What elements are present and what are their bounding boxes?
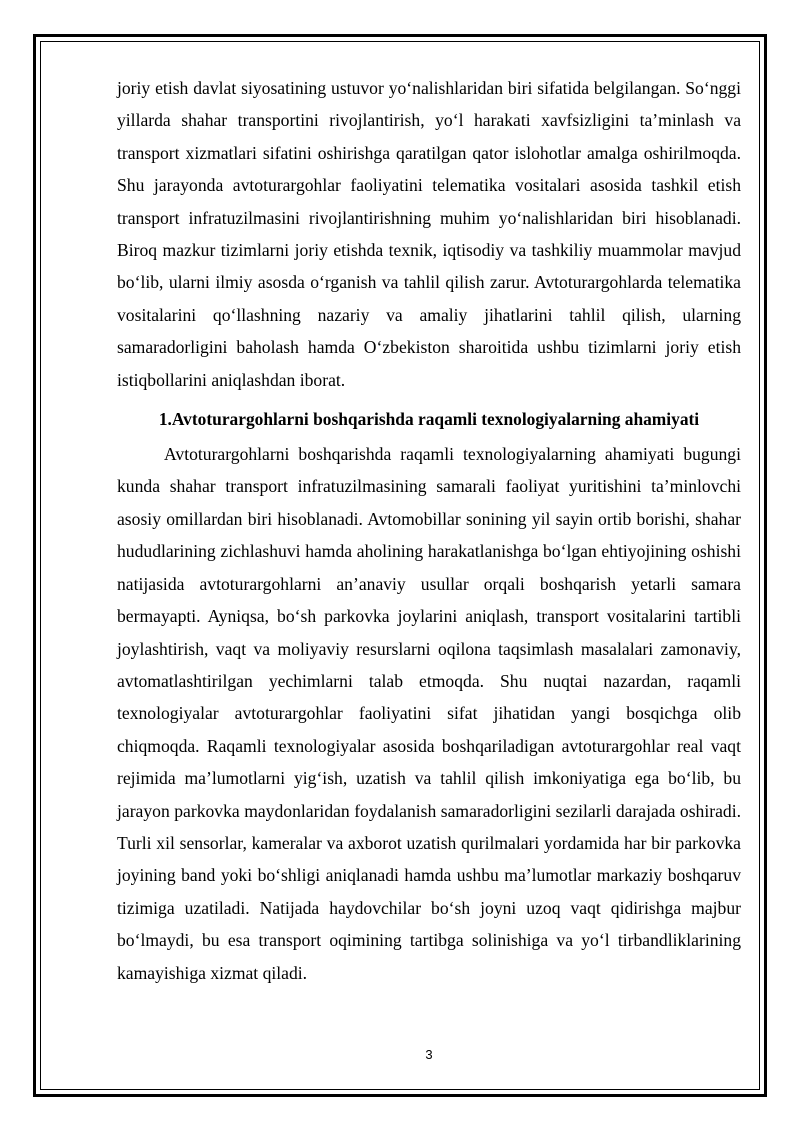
page-number: 3 [425, 1047, 433, 1062]
section-paragraph: Avtoturargohlarni boshqarishda raqamli texnologiyalarning ahamiyati bugungi kunda shahar transport infratuzilmasining samarali faoliyat yuritishini ta’minlovchi asosiy omillardan biri hisoblanadi. Avtomobillar sonining yil sayin ortib borishi, shahar hududlarining zichlashuvi hamda aholining harakatlanishga bo‘lgan ehtiyojining oshishi natijasida avtoturargohlarni an’anaviy usullar orqali boshqarish yetarli samara bermayapti. Ayniqsa, bo‘sh parkovka joylarini aniqlash, transport vositalarini tartibli joylashtirish, vaqt va moliyaviy resurslarni oqilona taqsimlash masalalari zamonaviy, avtomatlashtirilgan yechimlarni talab etmoqda. Shu nuqtai nazardan, raqamli texnologiyalar avtoturargohlar faoliyatini sifat jihatidan yangi bosqichga olib chiqmoqda. Raqamli texnologiyalar asosida boshqariladigan avtoturargohlar real vaqt rejimida ma’lumotlarni yig‘ish, uzatish va tahlil qilish imkoniyatiga ega bo‘lib, bu jarayon parkovka maydonlaridan foydalanish samaradorligini sezilarli darajada oshiradi. Turli xil sensorlar, kameralar va axborot uzatish qurilmalari yordamida har bir parkovka joyining band yoki bo‘shligi aniqlanadi hamda ushbu ma’lumotlar markaziy boshqaruv tizimiga uzatiladi. Natijada haydovchilar bo‘sh joyni uzoq vaqt qidirishga majbur bo‘lmaydi, bu esa transport oqimining tartibga solinishiga va yo‘l tirbandliklarining kamayishiga xizmat qiladi. [117, 444, 741, 983]
intro-paragraph: joriy etish davlat siyosatining ustuvor yo‘nalishlaridan biri sifatida belgilangan. So‘nggi yillarda shahar transportini rivojlantirish, yo‘l harakati xavfsizligini ta’minlash va transport xizmatlari sifatini oshirishga qaratilgan qator islohotlar amalga oshirilmoqda. Shu jarayonda avtoturargohlar faoliyatini telematika vositalari asosida tashkil etish transport infratuzilmasini rivojlantirishning muhim yo‘nalishlaridan biri hisoblanadi. Biroq mazkur tizimlarni joriy etishda texnik, iqtisodiy va tashkiliy muammolar mavjud bo‘lib, ularni ilmiy asosda o‘rganish va tahlil qilish zarur. Avtoturargohlarda telematika vositalarini qo‘llashning nazariy va amaliy jihatlarini tahlil qilish, ularning samaradorligini baholash hamda O‘zbekiston sharoitida ushbu tizimlarni joriy etish istiqbollarini aniqlashdan iborat. [117, 78, 741, 390]
section-heading: 1.Avtoturargohlarni boshqarishda raqamli texnologiyalarning ahamiyati [158, 409, 700, 430]
document-body [117, 72, 741, 989]
